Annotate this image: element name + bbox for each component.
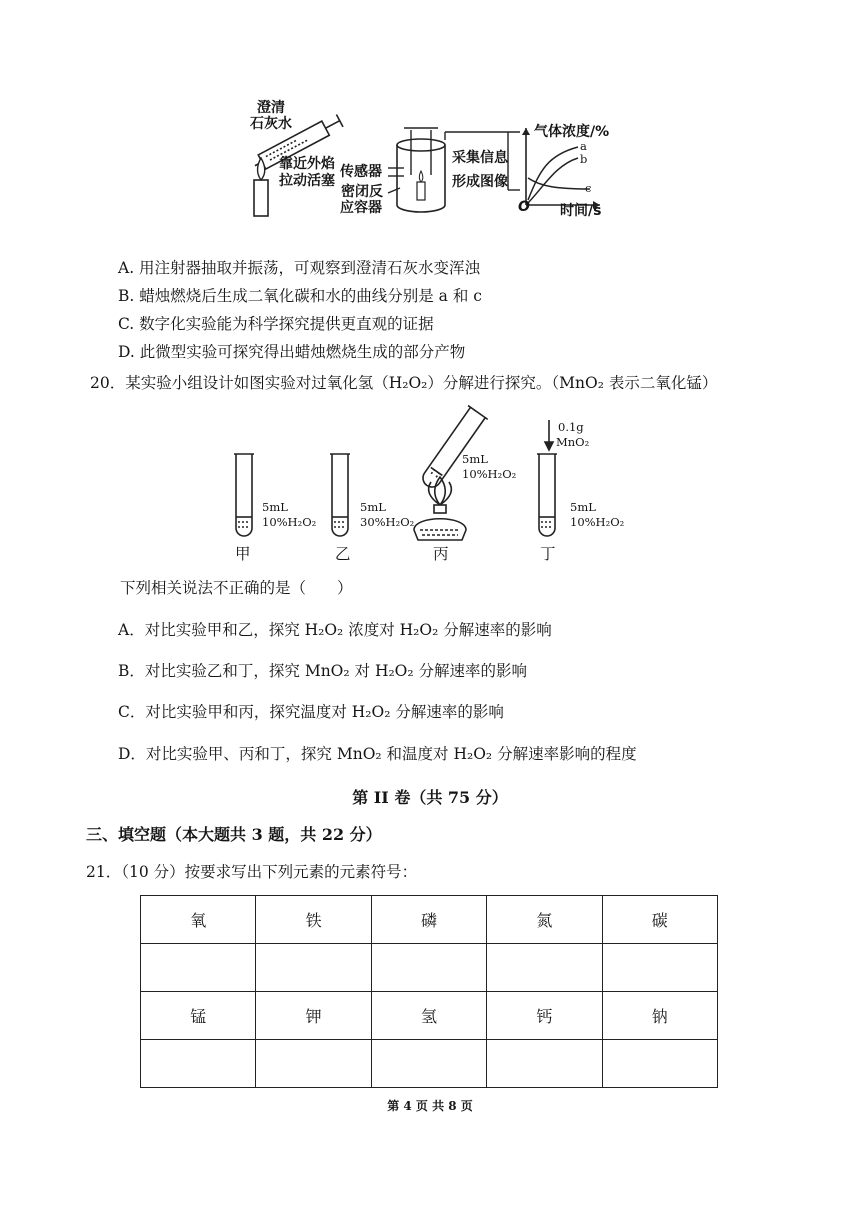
q20-option-b: B．对比实验乙和丁，探究 MnO₂ 对 H₂O₂ 分解速率的影响 — [118, 662, 528, 680]
container-label-2: 应容器 — [340, 200, 382, 216]
tube-name-yi: 乙 — [335, 545, 351, 563]
element-name-cell: 磷 — [371, 896, 486, 944]
jia-volume: 5mL — [262, 500, 288, 514]
tube-name-ding: 丁 — [540, 545, 556, 563]
volume-title: 第 II 卷（共 75 分） — [352, 788, 508, 807]
table-row — [141, 896, 718, 944]
answer-cell[interactable] — [487, 1040, 602, 1088]
curve-a-label: a — [580, 139, 587, 153]
q19-option-a: A. 用注射器抽取并振荡，可观察到澄清石灰水变浑浊 — [118, 259, 481, 277]
answer-cell[interactable] — [256, 944, 371, 992]
tube-name-jia: 甲 — [235, 545, 251, 563]
q19-option-b: B. 蜡烛燃烧后生成二氧化碳和水的曲线分别是 a 和 c — [118, 287, 482, 305]
q20-option-c: C．对比实验甲和丙，探究温度对 H₂O₂ 分解速率的影响 — [118, 703, 504, 721]
bing-concentration: 10%H₂O₂ — [462, 467, 517, 481]
curve-b-label: b — [580, 152, 588, 166]
container-label-1: 密闭反 — [341, 184, 383, 200]
ding-volume: 5mL — [570, 500, 596, 514]
q20-test-tubes-diagram — [0, 0, 860, 600]
element-name-cell: 钙 — [487, 992, 602, 1040]
tube-name-bing: 丙 — [433, 545, 449, 563]
element-name-cell: 钾 — [256, 992, 371, 1040]
q20-stem: 20．某实验小组设计如图实验对过氧化氢（H₂O₂）分解进行探究。（MnO₂ 表示二氧化锰） — [90, 374, 718, 392]
ding-concentration: 10%H₂O₂ — [570, 515, 625, 529]
q21-stem: 21．（10 分）按要求写出下列元素的元素符号： — [86, 863, 418, 881]
xaxis-label: 时间/s — [560, 203, 602, 219]
mno2-mass: 0.1g — [558, 420, 584, 434]
table-row — [141, 944, 718, 992]
collect-label-2: 形成图像 — [452, 174, 508, 190]
q20-prompt: 下列相关说法不正确的是（ ） — [120, 579, 353, 597]
origin-label: O — [518, 199, 530, 215]
q19-option-d: D. 此微型实验可探究得出蜡烛燃烧生成的部分产物 — [118, 343, 466, 361]
q20-option-a: A．对比实验甲和乙，探究 H₂O₂ 浓度对 H₂O₂ 分解速率的影响 — [118, 621, 552, 639]
table-row — [141, 1040, 718, 1088]
collect-label-1: 采集信息 — [452, 150, 508, 166]
q19-option-c: C. 数字化实验能为科学探究提供更直观的证据 — [118, 315, 434, 333]
pull-label-2: 拉动活塞 — [279, 173, 335, 189]
element-name-cell: 碳 — [602, 896, 717, 944]
sensor-label: 传感器 — [340, 164, 382, 180]
table-row — [141, 992, 718, 1040]
yi-concentration: 30%H₂O₂ — [360, 515, 415, 529]
element-name-cell: 氧 — [141, 896, 256, 944]
answer-cell[interactable] — [256, 1040, 371, 1088]
limewater-label-1: 澄清 — [257, 100, 285, 116]
pull-label-1: 靠近外焰 — [279, 156, 335, 172]
bing-volume: 5mL — [462, 452, 488, 466]
yaxis-label: 气体浓度/% — [534, 124, 610, 140]
element-name-cell: 铁 — [256, 896, 371, 944]
answer-cell[interactable] — [371, 1040, 486, 1088]
limewater-label-2: 石灰水 — [250, 116, 292, 132]
q20-option-d: D．对比实验甲、丙和丁，探究 MnO₂ 和温度对 H₂O₂ 分解速率影响的程度 — [118, 745, 637, 763]
element-name-cell: 锰 — [141, 992, 256, 1040]
element-name-cell: 氮 — [487, 896, 602, 944]
jia-concentration: 10%H₂O₂ — [262, 515, 317, 529]
answer-cell[interactable] — [141, 944, 256, 992]
element-name-cell: 钠 — [602, 992, 717, 1040]
answer-cell[interactable] — [602, 1040, 717, 1088]
answer-cell[interactable] — [371, 944, 486, 992]
curve-c-label: c — [585, 181, 592, 195]
element-name-cell: 氢 — [371, 992, 486, 1040]
answer-cell[interactable] — [141, 1040, 256, 1088]
part-title: 三、填空题（本大题共 3 题，共 22 分） — [86, 825, 382, 844]
mno2-reagent: MnO₂ — [556, 435, 590, 449]
answer-cell[interactable] — [602, 944, 717, 992]
answer-cell[interactable] — [487, 944, 602, 992]
element-symbol-table — [140, 895, 718, 1088]
page-footer: 第 4 页 共 8 页 — [387, 1099, 473, 1113]
yi-volume: 5mL — [360, 500, 386, 514]
